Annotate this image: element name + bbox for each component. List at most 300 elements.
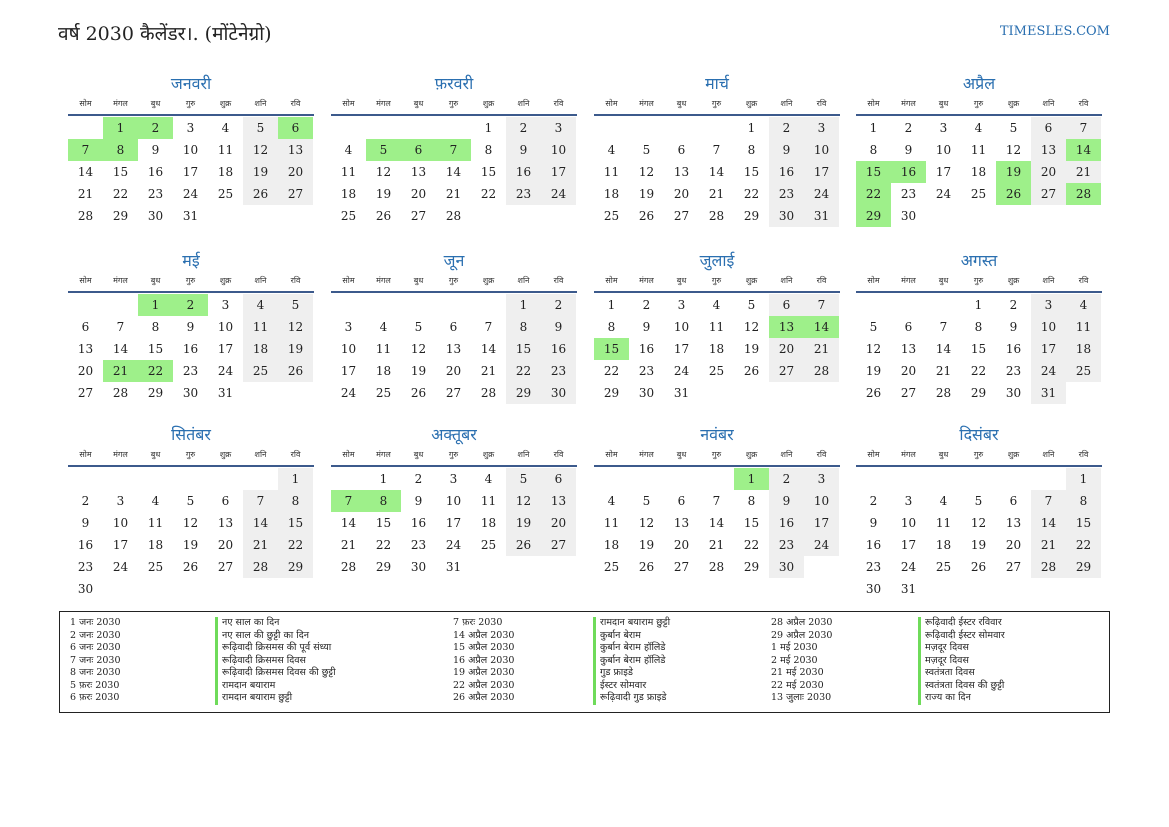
day-cell: 3 [804, 117, 839, 139]
day-cell: 5 [414, 320, 423, 334]
weekday-label: रवि [290, 450, 301, 459]
empty-cell [436, 294, 471, 316]
day-cell: 17 [1031, 338, 1066, 360]
day-cell: 5 [642, 494, 651, 508]
weekday-label: मंगल [113, 450, 128, 459]
day-cell: 14 [112, 342, 129, 356]
day-cell: 17 [340, 364, 357, 378]
day-cell: 18 [935, 538, 952, 552]
weekday-label: शुक्र [219, 99, 232, 108]
legend-holiday-name: मज़दूर दिवस [918, 655, 1005, 668]
day-cell: 8 [151, 320, 160, 334]
day-cell: 7 [484, 320, 493, 334]
day-cell: 31 [804, 205, 839, 227]
day-cell: 19 [638, 187, 655, 201]
weekday-label: मंगल [113, 276, 128, 285]
day-cell: 22 [375, 538, 392, 552]
empty-cell [1031, 468, 1066, 490]
day-cell: 15 [970, 342, 987, 356]
month-name: जनवरी [170, 74, 212, 93]
weekday-label: शुक्र [1007, 450, 1020, 459]
month-8 [856, 250, 1102, 404]
weekday-label: शुक्र [745, 99, 758, 108]
day-cell: 30 [1005, 386, 1022, 400]
weekday-header [856, 98, 1102, 116]
day-cell: 9 [1009, 320, 1018, 334]
month-11 [594, 424, 840, 578]
weekday-header [68, 98, 314, 116]
day-cell: 11 [217, 143, 234, 157]
legend-date: 8 जनः 2030 [70, 667, 121, 678]
day-cell: 5 [243, 117, 278, 139]
month-name: अक्तूबर [431, 425, 477, 444]
day-cell: 1 [607, 298, 616, 312]
day-cell: 6 [81, 320, 90, 334]
day-cell: 15 [112, 165, 129, 179]
weekday-label: रवि [553, 450, 564, 459]
day-cell: 16 [769, 161, 804, 183]
weekday-label: शुक्र [1007, 99, 1020, 108]
holiday-cell: 14 [1066, 139, 1101, 161]
day-cell: 8 [974, 320, 983, 334]
day-cell: 11 [935, 516, 952, 530]
day-cell: 16 [77, 538, 94, 552]
day-cell: 31 [445, 560, 462, 574]
day-cell: 27 [673, 209, 690, 223]
day-cell: 19 [278, 338, 313, 360]
day-cell: 23 [182, 364, 199, 378]
day-cell: 7 [712, 494, 721, 508]
day-cell: 21 [1066, 161, 1101, 183]
empty-cell [891, 294, 926, 316]
legend-date: 7 जनः 2030 [70, 654, 121, 666]
day-cell: 11 [375, 342, 392, 356]
weekday-label: मंगल [901, 276, 916, 285]
day-cell: 5 [186, 494, 195, 508]
day-cell: 5 [974, 494, 983, 508]
weekday-label: रवि [290, 276, 301, 285]
day-cell: 26 [182, 560, 199, 574]
day-cell: 9 [186, 320, 195, 334]
day-cell: 24 [935, 187, 952, 201]
weekday-label: मंगल [113, 99, 128, 108]
weekday-header [68, 275, 314, 293]
day-cell: 1 [484, 121, 493, 135]
empty-cell [331, 117, 366, 139]
day-cell: 3 [116, 494, 125, 508]
day-cell: 6 [541, 468, 576, 490]
day-grid [68, 468, 314, 600]
day-cell: 24 [804, 183, 839, 205]
day-cell: 12 [506, 490, 541, 512]
day-cell: 9 [541, 316, 576, 338]
weekday-label: गुरु [185, 99, 196, 108]
day-cell: 28 [340, 560, 357, 574]
day-cell: 8 [484, 143, 493, 157]
empty-cell [366, 117, 401, 139]
weekday-header [594, 449, 840, 467]
empty-cell [243, 468, 278, 490]
day-cell: 25 [970, 187, 987, 201]
month-name: फ़रवरी [434, 74, 474, 93]
day-cell: 31 [673, 386, 690, 400]
weekday-header [594, 98, 840, 116]
day-cell: 4 [344, 143, 353, 157]
legend-date: 28 अप्रैल 2030 [771, 617, 833, 628]
weekday-label: बुध [150, 450, 161, 459]
day-cell: 4 [484, 472, 493, 486]
day-cell: 8 [607, 320, 616, 334]
day-cell: 4 [151, 494, 160, 508]
day-cell: 30 [769, 556, 804, 578]
weekday-label: गुरु [711, 450, 722, 459]
legend-holiday-name: रूढ़िवादी ईस्टर सोमवार [918, 630, 1005, 643]
day-cell: 18 [1066, 338, 1101, 360]
weekday-label: मंगल [639, 450, 654, 459]
day-cell: 16 [541, 338, 576, 360]
day-cell: 25 [340, 209, 357, 223]
day-cell: 28 [445, 209, 462, 223]
day-cell: 3 [221, 298, 230, 312]
weekday-header [856, 449, 1102, 467]
day-cell: 3 [344, 320, 353, 334]
day-cell: 27 [410, 209, 427, 223]
day-cell: 2 [81, 494, 90, 508]
day-cell: 19 [243, 161, 278, 183]
day-cell: 14 [708, 165, 725, 179]
day-cell: 15 [375, 516, 392, 530]
day-cell: 25 [603, 209, 620, 223]
holiday-cell: 5 [366, 139, 401, 161]
day-cell: 24 [445, 538, 462, 552]
day-cell: 14 [1031, 512, 1066, 534]
month-12 [856, 424, 1102, 600]
weekday-label: बुध [676, 450, 687, 459]
weekday-label: शनि [780, 450, 793, 459]
day-cell: 29 [603, 386, 620, 400]
day-cell: 14 [935, 342, 952, 356]
month-1 [68, 73, 314, 227]
day-grid [68, 117, 314, 227]
holiday-cell: 2 [173, 294, 208, 316]
day-cell: 24 [182, 187, 199, 201]
legend-holiday-name: राज्य का दिन [918, 692, 1005, 705]
legend-date: 21 मई 2030 [771, 667, 824, 678]
day-cell: 21 [340, 538, 357, 552]
day-cell: 6 [904, 320, 913, 334]
weekday-label: रवि [816, 276, 827, 285]
weekday-label: गुरु [973, 99, 984, 108]
day-cell: 27 [1005, 560, 1022, 574]
month-name: जून [443, 251, 465, 270]
weekday-label: सोम [79, 450, 92, 459]
day-cell: 25 [147, 560, 164, 574]
legend-date: 22 अप्रैल 2030 [453, 679, 515, 691]
day-cell: 1 [1066, 468, 1101, 490]
weekday-label: सोम [867, 99, 880, 108]
legend-date: 13 जुलाः 2030 [771, 692, 832, 703]
holiday-cell: 2 [138, 117, 173, 139]
day-cell: 18 [217, 165, 234, 179]
day-cell: 3 [186, 121, 195, 135]
day-cell: 20 [769, 338, 804, 360]
holiday-cell: 7 [331, 490, 366, 512]
day-cell: 26 [243, 183, 278, 205]
weekday-label: शनि [517, 276, 530, 285]
day-cell: 11 [970, 143, 987, 157]
day-cell: 16 [182, 342, 199, 356]
day-cell: 20 [541, 512, 576, 534]
legend-date: 14 अप्रैल 2030 [453, 629, 515, 641]
day-cell: 21 [445, 187, 462, 201]
weekday-label: शुक्र [219, 276, 232, 285]
weekday-label: शनि [1042, 450, 1055, 459]
day-cell: 4 [221, 121, 230, 135]
legend-date-column [771, 617, 832, 705]
holiday-cell: 15 [594, 338, 629, 360]
weekday-label: सोम [867, 450, 880, 459]
weekday-label: मंगल [639, 276, 654, 285]
legend-date: 22 मई 2030 [771, 679, 824, 691]
day-cell: 25 [375, 386, 392, 400]
day-cell: 21 [708, 538, 725, 552]
day-cell: 10 [804, 490, 839, 512]
day-cell: 15 [506, 338, 541, 360]
day-cell: 24 [1031, 360, 1066, 382]
weekday-label: बुध [150, 99, 161, 108]
day-cell: 2 [869, 494, 878, 508]
day-cell: 12 [278, 316, 313, 338]
day-cell: 13 [278, 139, 313, 161]
day-cell: 11 [147, 516, 164, 530]
day-cell: 14 [445, 165, 462, 179]
day-cell: 29 [112, 209, 129, 223]
legend-holiday-name: रूढ़िवादी क्रिसमस की पूर्व संध्या [215, 642, 336, 655]
empty-cell [331, 468, 366, 490]
holiday-cell: 8 [366, 490, 401, 512]
day-cell: 28 [480, 386, 497, 400]
weekday-label: शुक्र [1007, 276, 1020, 285]
day-cell: 4 [243, 294, 278, 316]
day-cell: 13 [410, 165, 427, 179]
day-cell: 31 [900, 582, 917, 596]
empty-cell [471, 294, 506, 316]
day-cell: 7 [712, 143, 721, 157]
legend-holiday-name: रूढ़िवादी क्रिसमस दिवस [215, 655, 336, 668]
day-cell: 19 [865, 364, 882, 378]
day-cell: 30 [410, 560, 427, 574]
day-cell: 16 [1005, 342, 1022, 356]
day-cell: 10 [541, 139, 576, 161]
day-grid [856, 117, 1102, 227]
day-cell: 13 [445, 342, 462, 356]
day-cell: 17 [900, 538, 917, 552]
day-cell: 2 [1009, 298, 1018, 312]
day-grid [68, 294, 314, 404]
month-6 [331, 250, 577, 404]
day-cell: 5 [747, 298, 756, 312]
day-cell: 3 [541, 117, 576, 139]
holiday-cell: 28 [1066, 183, 1101, 205]
legend-date-column [453, 617, 514, 705]
weekday-label: गुरु [448, 99, 459, 108]
day-cell: 23 [769, 534, 804, 556]
day-cell: 14 [480, 342, 497, 356]
legend-date: 2 मई 2030 [771, 654, 818, 666]
day-cell: 25 [708, 364, 725, 378]
day-cell: 22 [480, 187, 497, 201]
weekday-label: सोम [605, 450, 618, 459]
empty-cell [629, 117, 664, 139]
empty-cell [436, 117, 471, 139]
holiday-cell: 7 [68, 139, 103, 161]
empty-cell [401, 117, 436, 139]
day-cell: 27 [217, 560, 234, 574]
day-cell: 24 [217, 364, 234, 378]
legend-holiday-name: ईस्टर सोमवार [593, 680, 670, 693]
weekday-label: बुध [938, 450, 949, 459]
day-cell: 8 [747, 494, 756, 508]
day-cell: 19 [182, 538, 199, 552]
day-cell: 30 [147, 209, 164, 223]
month-9 [68, 424, 314, 600]
day-cell: 18 [375, 364, 392, 378]
weekday-header [331, 275, 577, 293]
day-cell: 18 [708, 342, 725, 356]
day-cell: 7 [1066, 117, 1101, 139]
weekday-label: मंगल [901, 450, 916, 459]
day-grid [331, 468, 577, 578]
weekday-label: बुध [676, 99, 687, 108]
day-cell: 26 [638, 560, 655, 574]
day-cell: 2 [414, 472, 423, 486]
day-cell: 4 [1066, 294, 1101, 316]
month-7 [594, 250, 840, 404]
day-cell: 22 [970, 364, 987, 378]
day-cell: 6 [221, 494, 230, 508]
day-cell: 23 [769, 183, 804, 205]
day-cell: 9 [769, 490, 804, 512]
day-cell: 29 [743, 560, 760, 574]
weekday-label: मंगल [901, 99, 916, 108]
empty-cell [173, 468, 208, 490]
day-cell: 1 [974, 298, 983, 312]
weekday-label: सोम [605, 99, 618, 108]
day-cell: 5 [642, 143, 651, 157]
month-name: मार्च [705, 74, 729, 93]
day-cell: 10 [935, 143, 952, 157]
day-cell: 30 [769, 205, 804, 227]
legend-name-column [918, 617, 1005, 705]
day-cell: 10 [1031, 316, 1066, 338]
legend-date: 19 अप्रैल 2030 [453, 667, 515, 678]
legend-holiday-name: रूढ़िवादी गुड फ्राइडे [593, 692, 670, 705]
legend-date: 6 जनः 2030 [70, 642, 121, 653]
day-cell: 21 [708, 187, 725, 201]
weekday-label: गुरु [185, 276, 196, 285]
holiday-cell: 16 [891, 161, 926, 183]
day-cell: 17 [541, 161, 576, 183]
day-cell: 18 [970, 165, 987, 179]
holiday-cell: 21 [103, 360, 138, 382]
weekday-label: सोम [605, 276, 618, 285]
day-cell: 19 [375, 187, 392, 201]
day-cell: 6 [769, 294, 804, 316]
weekday-label: शनि [517, 450, 530, 459]
day-cell: 14 [340, 516, 357, 530]
site-link[interactable]: TIMESLES.COM [999, 24, 1110, 39]
day-cell: 9 [642, 320, 651, 334]
empty-cell [594, 468, 629, 490]
empty-cell [68, 468, 103, 490]
day-cell: 15 [743, 165, 760, 179]
day-cell: 31 [1031, 382, 1066, 404]
day-cell: 8 [506, 316, 541, 338]
day-cell: 22 [506, 360, 541, 382]
empty-cell [856, 468, 891, 490]
empty-cell [961, 468, 996, 490]
holiday-cell: 19 [996, 161, 1031, 183]
day-cell: 27 [673, 560, 690, 574]
day-cell: 28 [1031, 556, 1066, 578]
holiday-cell: 1 [103, 117, 138, 139]
empty-cell [699, 117, 734, 139]
day-cell: 10 [217, 320, 234, 334]
day-cell: 30 [541, 382, 576, 404]
day-cell: 9 [414, 494, 423, 508]
day-cell: 8 [278, 490, 313, 512]
day-cell: 10 [900, 516, 917, 530]
month-2 [331, 73, 577, 227]
empty-cell [366, 294, 401, 316]
month-3 [594, 73, 840, 227]
legend-holiday-name: कुर्बान बेराम हॉलिडे [593, 655, 670, 668]
day-cell: 23 [410, 538, 427, 552]
day-cell: 27 [900, 386, 917, 400]
day-cell: 3 [804, 468, 839, 490]
day-cell: 6 [449, 320, 458, 334]
weekday-label: सोम [79, 99, 92, 108]
day-cell: 21 [243, 534, 278, 556]
empty-cell [208, 468, 243, 490]
empty-cell [103, 294, 138, 316]
empty-cell [68, 294, 103, 316]
month-name: दिसंबर [959, 425, 999, 444]
day-cell: 20 [673, 187, 690, 201]
day-grid [856, 468, 1102, 600]
day-cell: 29 [1066, 556, 1101, 578]
day-cell: 1 [379, 472, 388, 486]
day-cell: 24 [541, 183, 576, 205]
day-cell: 22 [743, 187, 760, 201]
weekday-label: मंगल [376, 276, 391, 285]
day-cell: 16 [638, 342, 655, 356]
day-cell: 9 [81, 516, 90, 530]
day-cell: 12 [1005, 143, 1022, 157]
day-cell: 20 [1031, 161, 1066, 183]
day-cell: 2 [642, 298, 651, 312]
day-cell: 12 [638, 516, 655, 530]
holiday-legend [59, 611, 1110, 713]
day-cell: 23 [900, 187, 917, 201]
weekday-label: रवि [816, 99, 827, 108]
day-cell: 7 [243, 490, 278, 512]
day-cell: 20 [217, 538, 234, 552]
empty-cell [103, 468, 138, 490]
day-cell: 11 [1066, 316, 1101, 338]
day-cell: 1 [506, 294, 541, 316]
empty-cell [68, 117, 103, 139]
